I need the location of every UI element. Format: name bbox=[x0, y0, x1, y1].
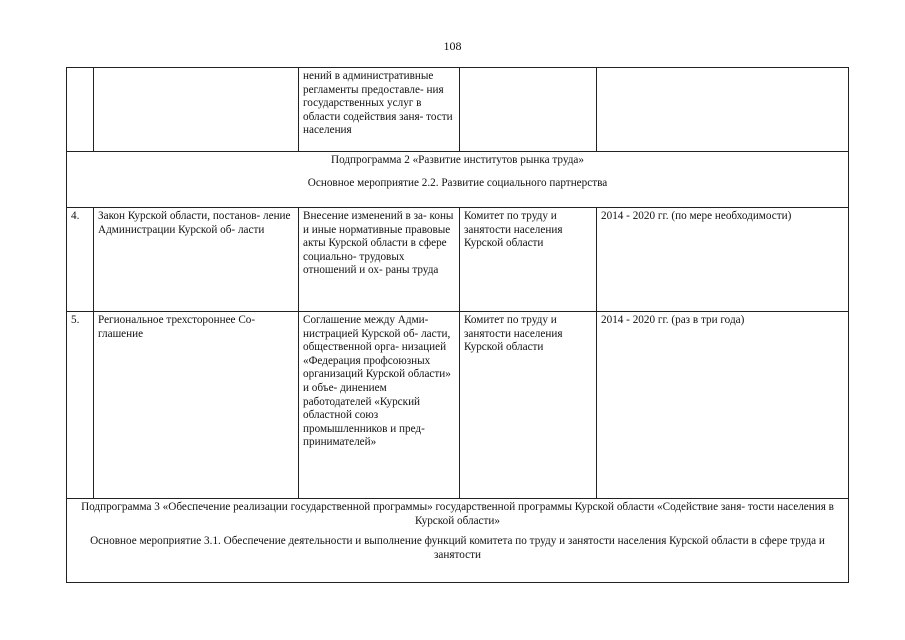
cell-content: нений в административные регламенты предоставле- ния государственных услуг в области содействия заня- тости населения bbox=[299, 68, 460, 152]
cell-content: Соглашение между Адми- нистрацией Курской об- ласти, общественной орга- низацией «Федерация профсоюзных организаций Курской области» и объе- динением работодателей «Курский областной союз промышленников и пред- принимателей» bbox=[299, 312, 460, 499]
cell-content: Внесение изменений в за- коны и иные нормативные правовые акты Курской области в сфере социально- трудовых отношений и ох- раны труда bbox=[299, 208, 460, 312]
cell-document: Закон Курской области, постанов- ление Администрации Курской об- ласти bbox=[94, 208, 299, 312]
section-row-subprogram-2 bbox=[67, 152, 849, 208]
section-row-subprogram-3 bbox=[67, 499, 849, 583]
cell-term: 2014 - 2020 гг. (по мере необходимости) bbox=[597, 208, 849, 312]
cell-responsible bbox=[460, 68, 597, 152]
table-row bbox=[67, 312, 849, 499]
subprogram-3-activity: Основное мероприятие 3.1. Обеспечение деятельности и выполнение функций комитета по труду и занятости населения Курской области в сфере труда и занятости bbox=[90, 535, 825, 561]
subprogram-3-cell bbox=[67, 499, 849, 583]
cell-responsible: Комитет по труду и занятости населения Курской области bbox=[460, 208, 597, 312]
cell-responsible: Комитет по труду и занятости населения Курской области bbox=[460, 312, 597, 499]
cell-term: 2014 - 2020 гг. (раз в три года) bbox=[597, 312, 849, 499]
cell-num bbox=[67, 68, 94, 152]
subprogram-2-title: Подпрограмма 2 «Развитие институтов рынка труда» bbox=[330, 154, 584, 166]
table-row bbox=[67, 208, 849, 312]
page-number: 108 bbox=[443, 39, 462, 53]
cell-num: 4. bbox=[67, 208, 94, 312]
cell-document bbox=[94, 68, 299, 152]
program-table bbox=[66, 67, 849, 583]
cell-num: 5. bbox=[67, 312, 94, 499]
subprogram-3-title: Подпрограмма 3 «Обеспечение реализации государственной программы» государственной программы Курской области «Содействие заня- тости населения в Курской области» bbox=[81, 501, 834, 527]
cell-document: Региональное трехстороннее Со- глашение bbox=[94, 312, 299, 499]
table-row-continuation bbox=[67, 68, 849, 152]
subprogram-2-cell bbox=[67, 152, 849, 208]
cell-term bbox=[597, 68, 849, 152]
subprogram-2-activity: Основное мероприятие 2.2. Развитие социального партнерства bbox=[307, 176, 608, 189]
